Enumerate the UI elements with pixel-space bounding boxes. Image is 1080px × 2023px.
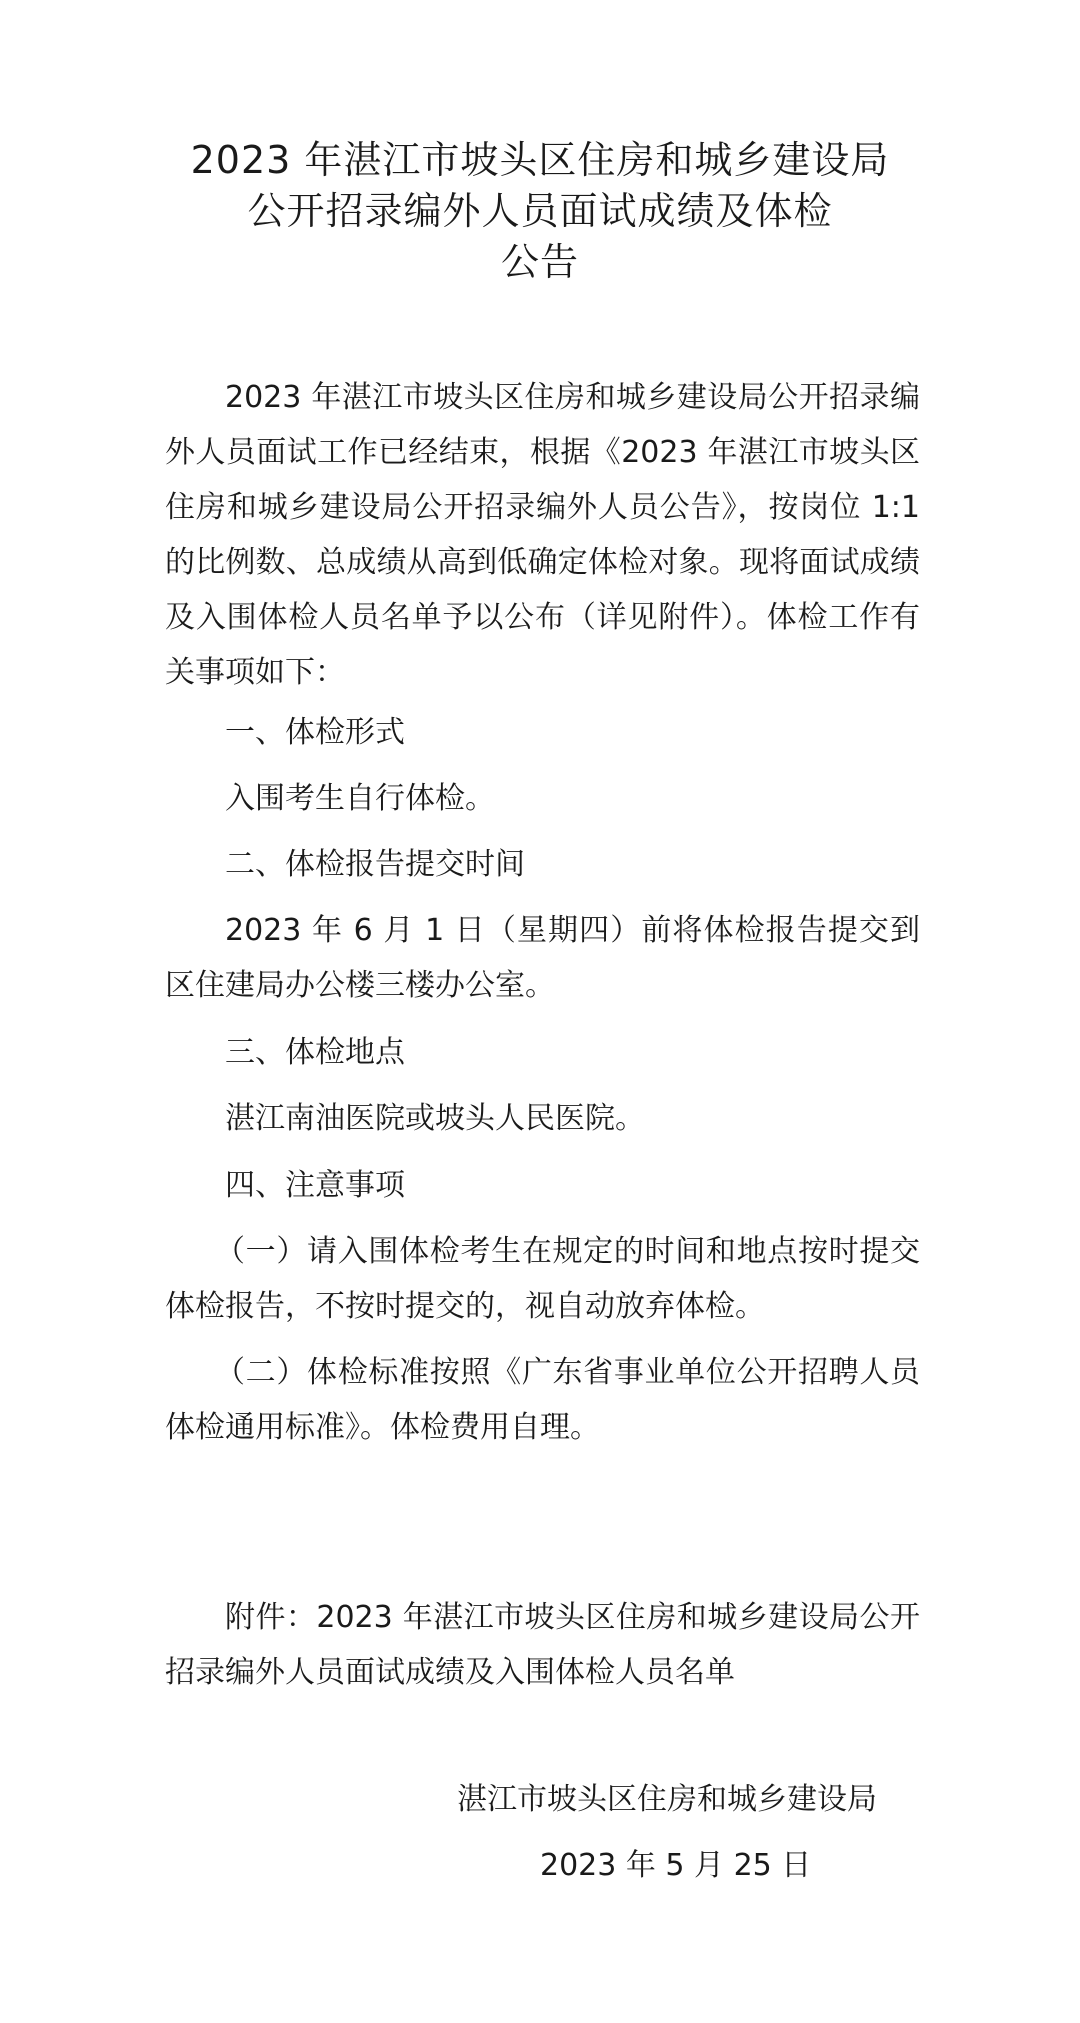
section-heading-time: 二、体检报告提交时间: [225, 847, 525, 882]
section-heading-place: 三、体检地点: [225, 1035, 405, 1070]
section-heading-notes: 四、注意事项: [225, 1168, 405, 1203]
document-title-line-2: 公开招录编外人员面试成绩及体检: [247, 189, 833, 233]
document-title-line-1: 2023 年湛江市坡头区住房和城乡建设局: [190, 138, 890, 182]
note-item-1: （一）请入围体检考生在规定的时间和地点按时提交体检报告，不按时提交的，视自动放弃体检。: [165, 1234, 920, 1324]
section-body-time: 2023 年 6 月 1 日（星期四）前将体检报告提交到区住建局办公楼三楼办公室。: [165, 913, 920, 1003]
document-title-line-3: 公告: [500, 240, 579, 284]
attachment-note: 附件：2023 年湛江市坡头区住房和城乡建设局公开招录编外人员面试成绩及入围体检人员名单: [165, 1600, 920, 1690]
section-body-place: 湛江南油医院或坡头人民医院。: [225, 1101, 645, 1136]
section-heading-form: 一、体检形式: [225, 715, 405, 750]
signature-organization: 湛江市坡头区住房和城乡建设局: [457, 1782, 877, 1817]
intro-paragraph: 2023 年湛江市坡头区住房和城乡建设局公开招录编外人员面试工作已经结束，根据《2023 年湛江市坡头区住房和城乡建设局公开招录编外人员公告》，按岗位 1:1 的比例数、总成绩从高到低确定体检对象。现将面试成绩及入围体检人员名单予以公布（详见附件）。体检工作有关事项如下：: [165, 380, 920, 690]
note-item-2: （二）体检标准按照《广东省事业单位公开招聘人员体检通用标准》。体检费用自理。: [165, 1355, 920, 1445]
signature-date: 2023 年 5 月 25 日: [540, 1848, 812, 1883]
section-body-form: 入围考生自行体检。: [225, 781, 495, 816]
